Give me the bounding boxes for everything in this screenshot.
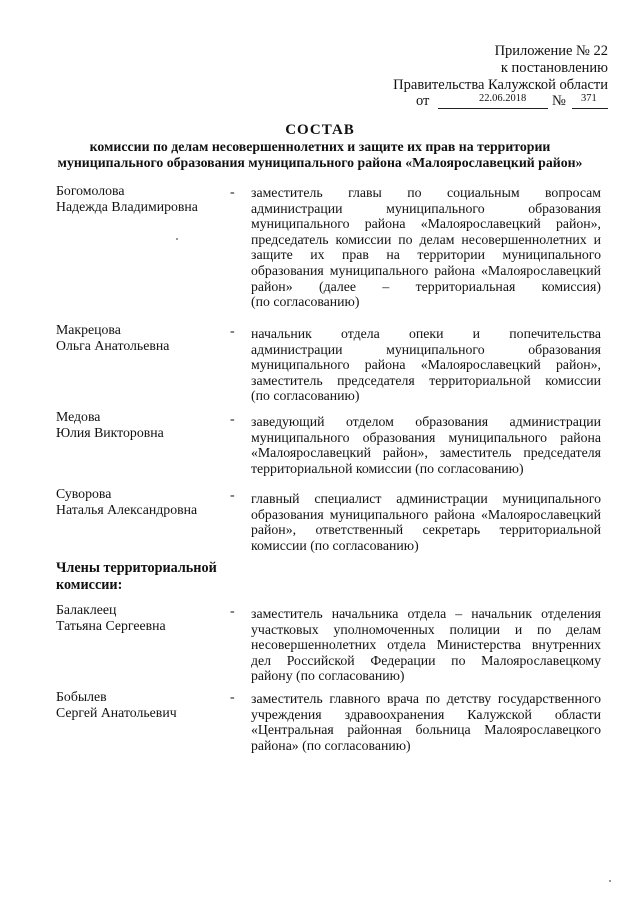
- number-underline: [572, 108, 608, 109]
- description-line: (по согласованию): [251, 388, 360, 404]
- member-given-names: Татьяна Сергеевна: [56, 618, 166, 633]
- member-name: [56, 322, 169, 354]
- description-line: учреждения здравоохранения Калужской области: [251, 706, 601, 722]
- description-line: начальник отдела опеки и попечительства: [251, 326, 601, 341]
- member-name: [56, 602, 166, 634]
- member-description: [251, 414, 601, 476]
- member-name: [56, 409, 164, 441]
- section-heading-line: комиссии:: [56, 577, 123, 593]
- description-line: району (по согласованию): [251, 668, 405, 684]
- number-prefix: №: [552, 93, 566, 109]
- member-given-names: Наталья Александровна: [56, 502, 198, 517]
- description-line: района» (по согласованию): [251, 737, 411, 753]
- description-line: комиссии (по согласованию): [251, 537, 419, 553]
- member-surname: Медова: [56, 409, 101, 424]
- description-line: дел Российской Федерации по Малоярославецкому: [251, 652, 601, 668]
- date-prefix: от: [416, 93, 430, 109]
- member-description: [251, 326, 601, 404]
- member-name: [56, 689, 177, 721]
- description-line: образования муниципального района «Малоярославецкий: [251, 262, 601, 278]
- member-name: [56, 183, 198, 215]
- description-line: заместитель начальника отдела – начальник отделения: [251, 606, 601, 621]
- description-line: защите их прав на территории муниципального: [251, 247, 601, 263]
- scan-speck: [609, 880, 611, 882]
- description-line: район» (далее – территориальная комиссия): [251, 278, 601, 294]
- description-line: (по согласованию): [251, 294, 360, 310]
- document-heading: СОСТАВ: [285, 122, 355, 138]
- dash-separator: -: [230, 324, 235, 339]
- description-line: «Малоярославецкий район», заместитель председателя: [251, 445, 601, 461]
- description-line: заместитель председателя территориальной комиссии: [251, 372, 601, 388]
- scan-speck: [176, 238, 178, 240]
- member-description: [251, 491, 601, 553]
- description-line: муниципального образования муниципального района: [251, 429, 601, 445]
- member-description: [251, 185, 601, 310]
- description-line: территориальной комиссии (по согласованию): [251, 460, 524, 476]
- member-surname: Богомолова: [56, 183, 125, 198]
- section-heading-line: Члены территориальной: [56, 560, 217, 576]
- description-line: председатель комиссии по делам несовершеннолетних и: [251, 231, 601, 247]
- description-line: район», ответственный секретарь территориальной: [251, 522, 601, 538]
- member-surname: Бобылев: [56, 689, 107, 704]
- resolution-label: к постановлению: [500, 60, 608, 76]
- title-line-1: комиссии по делам несовершеннолетних и защите их прав на территории: [89, 139, 551, 154]
- dash-separator: -: [230, 604, 235, 619]
- description-line: муниципального района «Малоярославецкий район»,: [251, 216, 601, 232]
- member-surname: Балаклеец: [56, 602, 117, 617]
- description-line: администрации муниципального образования: [251, 341, 601, 357]
- description-line: администрации муниципального образования: [251, 200, 601, 216]
- dash-separator: -: [230, 412, 235, 427]
- member-given-names: Надежда Владимировна: [56, 199, 198, 214]
- resolution-date: 22.06.2018: [479, 93, 527, 104]
- dash-separator: -: [230, 185, 235, 200]
- description-line: заведующий отделом образования администрации: [251, 414, 601, 429]
- description-line: заместитель главы по социальным вопросам: [251, 185, 601, 200]
- description-line: несовершеннолетних отдела Министерства внутренних: [251, 637, 601, 653]
- description-line: «Центральная районная больница Малоярославецкого: [251, 722, 601, 738]
- member-description: [251, 691, 601, 753]
- member-given-names: Сергей Анатольевич: [56, 705, 177, 720]
- member-description: [251, 606, 601, 684]
- resolution-number: 371: [581, 93, 597, 104]
- government-name: Правительства Калужской области: [393, 77, 608, 93]
- description-line: участковых уполномоченных полиции и по делам: [251, 621, 601, 637]
- description-line: образования муниципального района «Малоярославецкий: [251, 506, 601, 522]
- member-surname: Макрецова: [56, 322, 121, 337]
- section-heading: [56, 560, 217, 594]
- dash-separator: -: [230, 488, 235, 503]
- title-line-2: муниципального образования муниципального района «Малоярославецкий район»: [57, 155, 583, 170]
- description-line: главный специалист администрации муниципального: [251, 491, 601, 506]
- member-name: [56, 486, 197, 518]
- member-surname: Суворова: [56, 486, 112, 501]
- dash-separator: -: [230, 690, 235, 705]
- description-line: муниципального района «Малоярославецкий район»,: [251, 357, 601, 373]
- date-underline: [438, 108, 548, 109]
- appendix-number: Приложение № 22: [494, 43, 608, 59]
- description-line: заместитель главного врача по детству государственного: [251, 691, 601, 706]
- member-given-names: Юлия Викторовна: [56, 425, 164, 440]
- member-given-names: Ольга Анатольевна: [56, 338, 170, 353]
